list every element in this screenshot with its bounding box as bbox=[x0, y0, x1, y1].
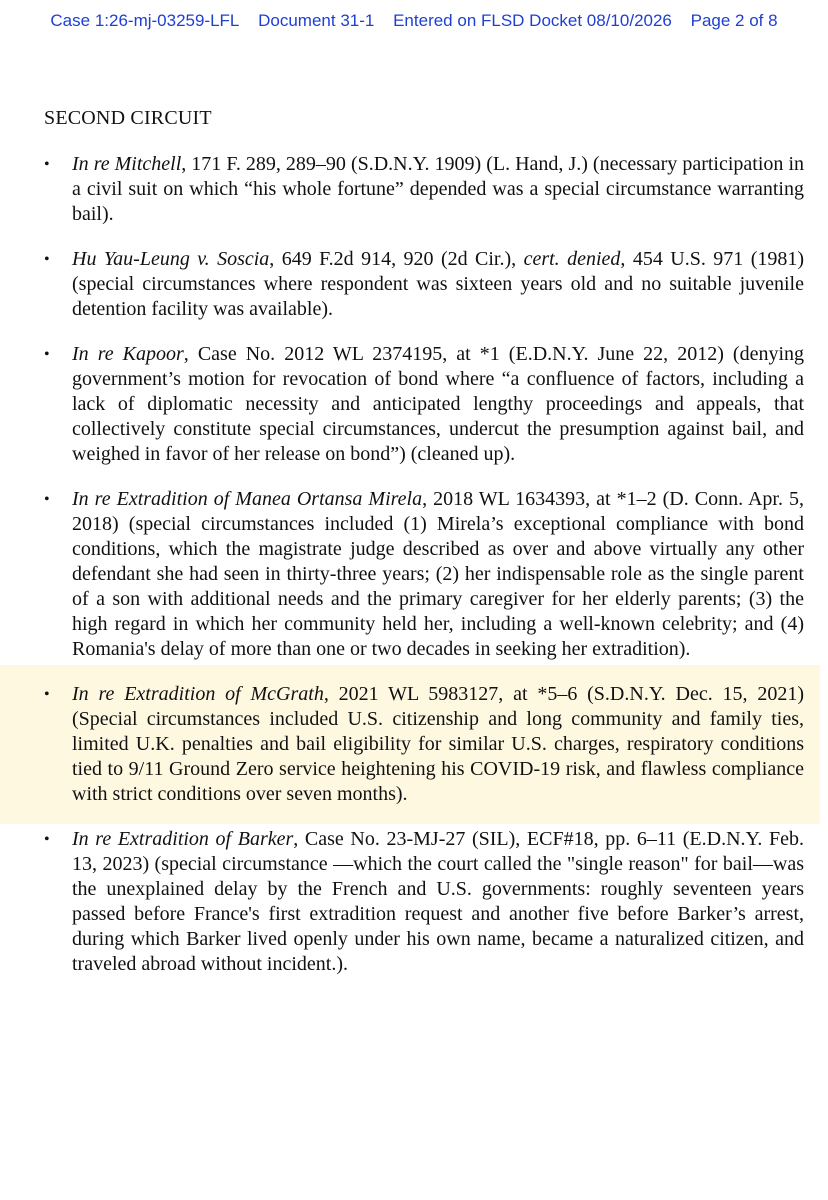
document-body bbox=[44, 106, 804, 997]
bullet-icon: • bbox=[44, 251, 50, 268]
citation-text: , 171 F. 289, 289–90 (S.D.N.Y. 1909) (L. Hand, J.) (necessary participation in a civil suit on which “his whole fortune” depended was a special circumstance warranting bail). bbox=[72, 153, 804, 225]
case-name: In re Kapoor bbox=[72, 343, 184, 365]
docket-header bbox=[0, 11, 828, 31]
cert-denied-signal: cert. denied bbox=[523, 248, 621, 270]
citation-entry-mitchell bbox=[44, 152, 804, 227]
docket-case-number: Case 1:26-mj-03259-LFL bbox=[50, 11, 240, 30]
bullet-icon: • bbox=[44, 831, 50, 848]
case-name: Hu Yau-Leung v. Soscia bbox=[72, 248, 270, 270]
case-name: In re Extradition of Manea Ortansa Mirela bbox=[72, 488, 423, 510]
citation-text: , Case No. 2012 WL 2374195, at *1 (E.D.N.Y. June 22, 2012) (denying government’s motion for revocation of bond where “a confluence of factors, including a lack of diplomatic necessity and anticipated lengthy proceedings and appeals, that collectively constitute special circumstances, undercut the presumption against bail, and weighed in favor of her release on bond”) (cleaned up). bbox=[72, 343, 804, 465]
case-name: In re Extradition of McGrath bbox=[72, 683, 324, 705]
citation-entry-barker bbox=[44, 827, 804, 977]
citation-text: , 2018 WL 1634393, at *1–2 (D. Conn. Apr. 5, 2018) (special circumstances included (1) Mirela’s exceptional compliance with bond conditions, which the magistrate judge described as over and above virtually any other defendant she had seen in thirty-three years; (2) her indispensable role as the single parent of a son with additional needs and the primary caregiver for her elderly parents; (3) the high regard in which her community held her, including a well-known celebrity; and (4) Romania's delay of more than one or two decades in seeking her extradition). bbox=[72, 488, 804, 660]
citation-text: , 454 U.S. 971 (1981) (special circumstances where respondent was sixteen years old and no suitable juvenile detention facility was available). bbox=[72, 248, 805, 320]
docket-entered-date: Entered on FLSD Docket 08/10/2026 bbox=[393, 11, 672, 30]
citation-entry-mcgrath-highlighted bbox=[0, 665, 820, 824]
docket-document-number: Document 31-1 bbox=[258, 11, 375, 30]
bullet-icon: • bbox=[44, 156, 50, 173]
citation-list bbox=[44, 152, 804, 977]
case-name: In re Mitchell bbox=[72, 153, 182, 175]
citation-text: , Case No. 23-MJ-27 (SIL), ECF#18, pp. 6–11 (E.D.N.Y. Feb. 13, 2023) (special circumstance —which the court called the "single reason" for bail—was the unexplained delay by the French and U.S. governments: roughly seventeen years passed before France's first extradition request and another five before Barker’s arrest, during which Barker lived openly under his own name, became a naturalized citizen, and traveled abroad without incident.). bbox=[72, 828, 804, 975]
citation-text: , 649 F.2d 914, 920 (2d Cir.), bbox=[269, 248, 524, 270]
case-name: In re Extradition of Barker bbox=[72, 828, 294, 850]
bullet-icon: • bbox=[44, 686, 50, 703]
docket-page-indicator: Page 2 of 8 bbox=[690, 11, 778, 30]
citation-entry-kapoor bbox=[44, 342, 804, 467]
citation-entry-mirela bbox=[44, 487, 804, 662]
bullet-icon: • bbox=[44, 346, 50, 363]
section-heading: SECOND CIRCUIT bbox=[44, 107, 212, 129]
citation-entry-hu-yau-leung bbox=[44, 247, 804, 322]
citation-text: , 2021 WL 5983127, at *5–6 (S.D.N.Y. Dec. 15, 2021) (Special circumstances included U.S. citizenship and long community and family ties, limited U.K. penalties and bail eligibility for similar U.S. charges, respiratory conditions tied to 9/11 Ground Zero service heightening his COVID-19 risk, and flawless compliance with strict conditions over seven months). bbox=[72, 683, 804, 805]
bullet-icon: • bbox=[44, 491, 50, 508]
